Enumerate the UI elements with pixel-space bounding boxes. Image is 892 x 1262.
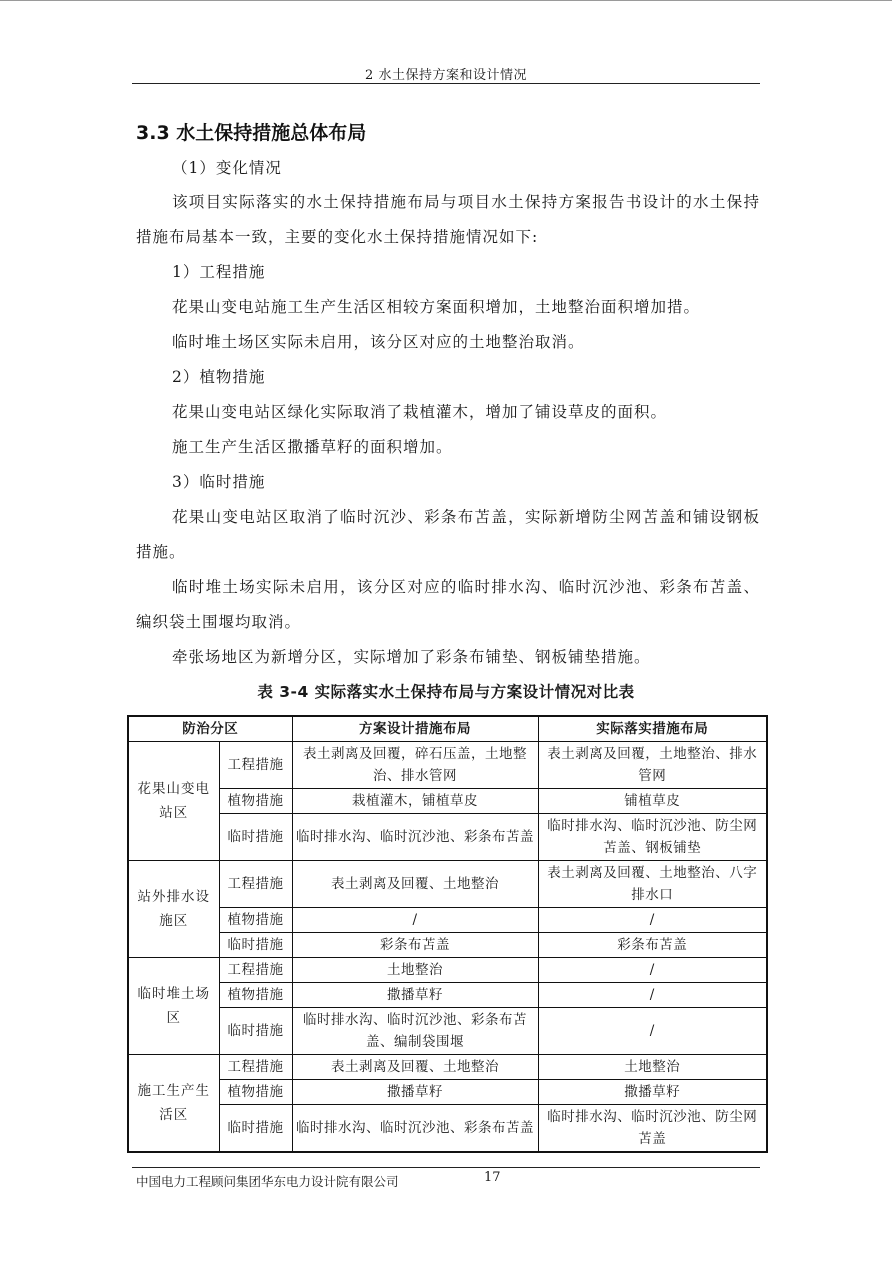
- header-plan: 方案设计措施布局: [292, 716, 538, 742]
- measure-type-cell: 工程措施: [219, 861, 292, 908]
- measure-type-cell: 植物措施: [219, 908, 292, 933]
- paragraph-engineering-heading: 1）工程措施: [172, 263, 266, 281]
- paragraph-plant-heading: 2）植物措施: [172, 368, 266, 386]
- measure-type-cell: 临时措施: [219, 933, 292, 958]
- plan-cell: 栽植灌木，铺植草皮: [292, 789, 538, 814]
- plan-cell: 表土剥离及回覆、土地整治: [292, 1055, 538, 1080]
- actual-cell: /: [538, 908, 767, 933]
- paragraph-temporary-3: 牵张场地区为新增分区，实际增加了彩条布铺垫、钢板铺垫措施。: [172, 648, 651, 666]
- measure-type-cell: 工程措施: [219, 742, 292, 789]
- table-row: [128, 861, 767, 908]
- zone-cell: 站外排水设施区: [128, 861, 219, 958]
- table-row: [128, 1080, 767, 1105]
- actual-cell: 土地整治: [538, 1055, 767, 1080]
- footer-rule: [132, 1167, 760, 1168]
- plan-cell: 彩条布苫盖: [292, 933, 538, 958]
- measure-type-cell: 临时措施: [219, 1105, 292, 1153]
- paragraph-engineering-1: 花果山变电站施工生产生活区相较方案面积增加，土地整治面积增加措。: [172, 298, 701, 316]
- actual-cell: 临时排水沟、临时沉沙池、防尘网苫盖: [538, 1105, 767, 1153]
- plan-cell: 表土剥离及回覆，碎石压盖，土地整治、排水管网: [292, 742, 538, 789]
- actual-cell: 彩条布苫盖: [538, 933, 767, 958]
- actual-cell: /: [538, 983, 767, 1008]
- table-row: [128, 814, 767, 861]
- table-row: [128, 958, 767, 983]
- measure-type-cell: 植物措施: [219, 983, 292, 1008]
- actual-cell: 表土剥离及回覆，土地整治、排水管网: [538, 742, 767, 789]
- footer-organization: 中国电力工程顾问集团华东电力设计院有限公司: [136, 1174, 399, 1189]
- actual-cell: 铺植草皮: [538, 789, 767, 814]
- paragraph-change-heading: （1）变化情况: [172, 159, 282, 177]
- paragraph-temporary-2: 临时堆土场实际未启用，该分区对应的临时排水沟、临时沉沙池、彩条布苫盖、编织袋土围堰均取消。: [136, 578, 760, 631]
- plan-cell: 撒播草籽: [292, 983, 538, 1008]
- plan-cell: 临时排水沟、临时沉沙池、彩条布苫盖: [292, 1105, 538, 1153]
- header-actual: 实际落实措施布局: [538, 716, 767, 742]
- table-row: [128, 742, 767, 789]
- table-row: [128, 983, 767, 1008]
- plan-cell: /: [292, 908, 538, 933]
- plan-cell: 临时排水沟、临时沉沙池、彩条布苫盖、编制袋围堰: [292, 1008, 538, 1055]
- paragraph-intro: 该项目实际落实的水土保持措施布局与项目水土保持方案报告书设计的水土保持措施布局基本一致，主要的变化水土保持措施情况如下:: [136, 193, 760, 246]
- plan-cell: 土地整治: [292, 958, 538, 983]
- section-title: 3.3 水土保持措施总体布局: [136, 122, 367, 144]
- plan-cell: 临时排水沟、临时沉沙池、彩条布苫盖: [292, 814, 538, 861]
- paragraph-temporary-1: 花果山变电站区取消了临时沉沙、彩条布苫盖，实际新增防尘网苫盖和铺设钢板措施。: [136, 508, 760, 561]
- actual-cell: /: [538, 1008, 767, 1055]
- actual-cell: /: [538, 958, 767, 983]
- paragraph-plant-1: 花果山变电站区绿化实际取消了栽植灌木，增加了铺设草皮的面积。: [172, 403, 668, 421]
- measure-type-cell: 工程措施: [219, 1055, 292, 1080]
- page-number: 17: [484, 1170, 501, 1185]
- table-row: [128, 789, 767, 814]
- measure-type-cell: 临时措施: [219, 814, 292, 861]
- zone-cell: 施工生产生活区: [128, 1055, 219, 1153]
- top-border-line: [0, 0, 892, 1]
- plan-cell: 表土剥离及回覆、土地整治: [292, 861, 538, 908]
- plan-cell: 撒播草籽: [292, 1080, 538, 1105]
- table-row: [128, 1105, 767, 1153]
- table-header-row: [128, 716, 767, 742]
- paragraph-engineering-2: 临时堆土场区实际未启用，该分区对应的土地整治取消。: [172, 333, 585, 351]
- actual-cell: 临时排水沟、临时沉沙池、防尘网苫盖、钢板铺垫: [538, 814, 767, 861]
- paragraph-plant-2: 施工生产生活区撒播草籽的面积增加。: [172, 438, 453, 456]
- measure-type-cell: 工程措施: [219, 958, 292, 983]
- header-rule: [132, 83, 760, 84]
- table-row: [128, 908, 767, 933]
- table-row: [128, 1055, 767, 1080]
- table-row: [128, 933, 767, 958]
- comparison-table: [127, 715, 768, 1153]
- header-zone: 防治分区: [128, 716, 292, 742]
- measure-type-cell: 植物措施: [219, 1080, 292, 1105]
- table-row: [128, 1008, 767, 1055]
- zone-cell: 临时堆土场区: [128, 958, 219, 1055]
- actual-cell: 撒播草籽: [538, 1080, 767, 1105]
- measure-type-cell: 临时措施: [219, 1008, 292, 1055]
- table-title: 表 3-4 实际落实水土保持布局与方案设计情况对比表: [257, 683, 635, 701]
- zone-cell: 花果山变电站区: [128, 742, 219, 861]
- paragraph-temporary-heading: 3）临时措施: [172, 473, 266, 491]
- actual-cell: 表土剥离及回覆、土地整治、八字排水口: [538, 861, 767, 908]
- measure-type-cell: 植物措施: [219, 789, 292, 814]
- running-header: 2 水土保持方案和设计情况: [365, 68, 527, 83]
